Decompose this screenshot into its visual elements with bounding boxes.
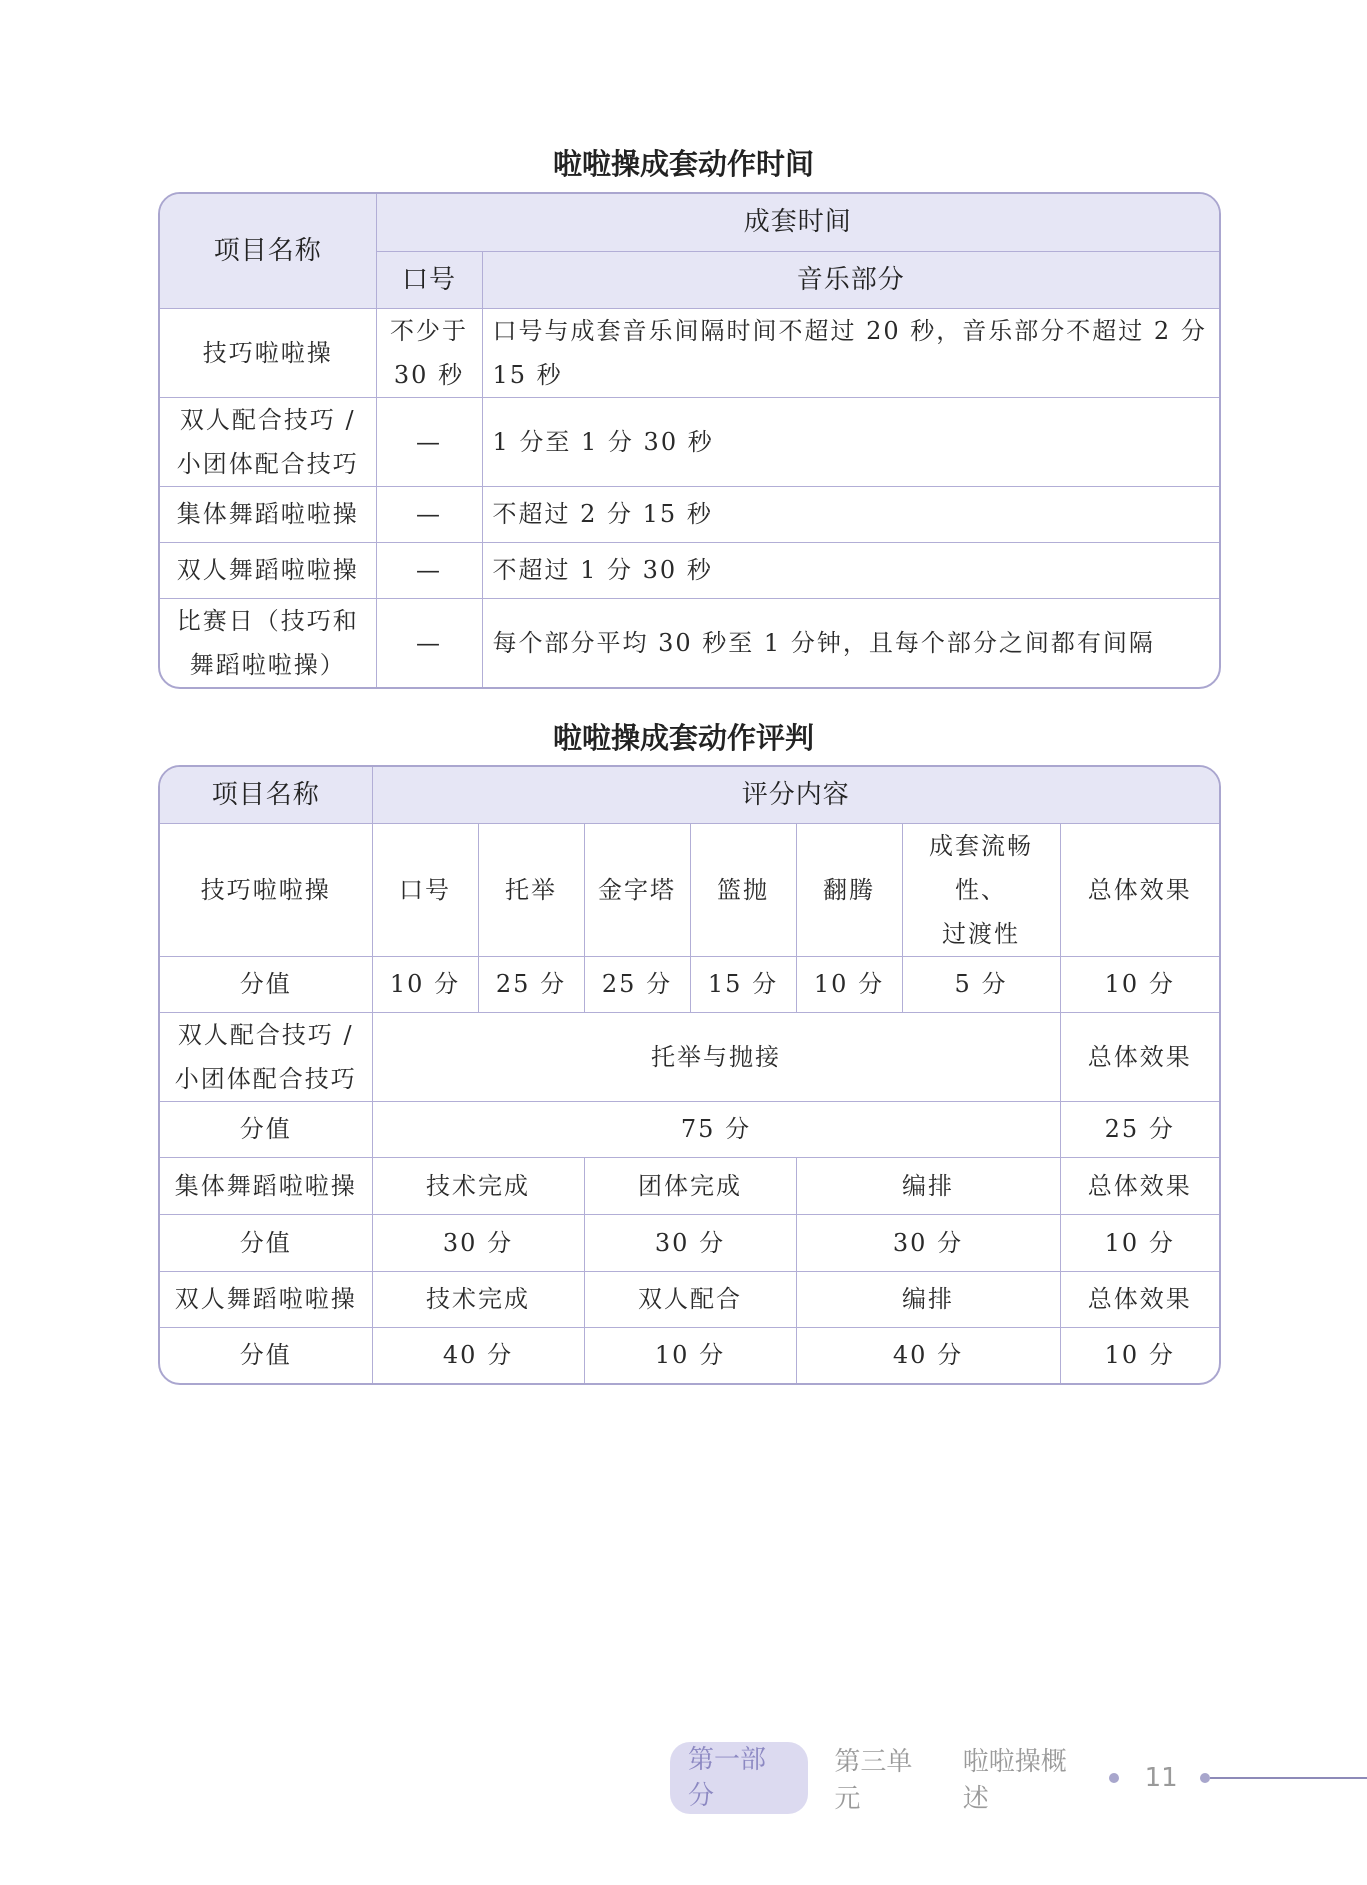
score-value: 10 分 (372, 956, 478, 1012)
score-item: 编排 (796, 1157, 1060, 1214)
score-value: 25 分 (478, 956, 584, 1012)
score-value: 75 分 (372, 1101, 1060, 1157)
score-item: 篮抛 (690, 823, 796, 956)
row-music: 口号与成套音乐间隔时间不超过 20 秒，音乐部分不超过 2 分 15 秒 (482, 308, 1219, 397)
score-item: 成套流畅性、 过渡性 (902, 823, 1060, 956)
score-value: 10 分 (1060, 956, 1219, 1012)
table-row (160, 823, 1219, 956)
footer-dot-icon (1109, 1773, 1119, 1783)
row-name: 技巧啦啦操 (160, 823, 372, 956)
score-item: 总体效果 (1060, 1012, 1219, 1101)
row-call: — (376, 486, 482, 542)
footer-dot-icon (1200, 1773, 1210, 1783)
row-music: 不超过 2 分 15 秒 (482, 486, 1219, 542)
footer-topic: 啦啦操概述 (962, 1747, 1067, 1814)
score-item: 总体效果 (1060, 823, 1219, 956)
score-item: 总体效果 (1060, 1157, 1219, 1214)
table-row (160, 308, 1219, 397)
score-label: 分值 (160, 1327, 372, 1383)
row-call: — (376, 598, 482, 687)
score-value: 10 分 (796, 956, 902, 1012)
table-row (160, 598, 1219, 687)
score-value: 10 分 (1060, 1214, 1219, 1271)
score-label: 分值 (160, 1101, 372, 1157)
score-item: 翻腾 (796, 823, 902, 956)
footer-part: 第一部分 (670, 1742, 808, 1814)
score-value: 25 分 (584, 956, 690, 1012)
table-row (160, 397, 1219, 486)
score-item: 托举与抛接 (372, 1012, 1060, 1101)
score-item: 总体效果 (1060, 1271, 1219, 1327)
footer-unit: 第三单元 (834, 1747, 913, 1814)
score-item: 托举 (478, 823, 584, 956)
score-item: 口号 (372, 823, 478, 956)
row-name: 双人舞蹈啦啦操 (160, 542, 376, 598)
score-value: 25 分 (1060, 1101, 1219, 1157)
score-value: 30 分 (372, 1214, 584, 1271)
table1 (158, 192, 1221, 689)
table-row (160, 1012, 1219, 1101)
table-row (160, 1214, 1219, 1271)
table-row (160, 956, 1219, 1012)
score-value: 30 分 (796, 1214, 1060, 1271)
score-label: 分值 (160, 1214, 372, 1271)
table-row (160, 1271, 1219, 1327)
table1-title: 啦啦操成套动作时间 (552, 147, 814, 181)
row-call: 不少于 30 秒 (376, 308, 482, 397)
row-music: 每个部分平均 30 秒至 1 分钟，且每个部分之间都有间隔 (482, 598, 1219, 687)
table-row (160, 486, 1219, 542)
score-item: 团体完成 (584, 1157, 796, 1214)
table2-title: 啦啦操成套动作评判 (552, 721, 814, 755)
table1-header-time: 成套时间 (376, 194, 1219, 251)
score-item: 技术完成 (372, 1157, 584, 1214)
score-value: 40 分 (796, 1327, 1060, 1383)
table1-header-call: 口号 (376, 251, 482, 308)
row-name: 集体舞蹈啦啦操 (160, 1157, 372, 1214)
table2-header-item: 项目名称 (160, 767, 372, 823)
table2 (158, 765, 1221, 1385)
score-value: 30 分 (584, 1214, 796, 1271)
row-name: 双人配合技巧 / 小团体配合技巧 (160, 397, 376, 486)
score-item: 双人配合 (584, 1271, 796, 1327)
footer-line (1210, 1777, 1367, 1779)
table1-header-item: 项目名称 (160, 194, 376, 308)
row-call: — (376, 542, 482, 598)
table-row (160, 1157, 1219, 1214)
row-music: 不超过 1 分 30 秒 (482, 542, 1219, 598)
table2-header-content: 评分内容 (372, 767, 1219, 823)
page-number: 11 (1144, 1763, 1178, 1793)
score-value: 40 分 (372, 1327, 584, 1383)
row-call: — (376, 397, 482, 486)
table1-header-music: 音乐部分 (482, 251, 1219, 308)
score-item: 编排 (796, 1271, 1060, 1327)
row-name: 技巧啦啦操 (160, 308, 376, 397)
score-value: 5 分 (902, 956, 1060, 1012)
table-row (160, 542, 1219, 598)
row-name: 双人配合技巧 / 小团体配合技巧 (160, 1012, 372, 1101)
table-row (160, 1327, 1219, 1383)
score-item: 金字塔 (584, 823, 690, 956)
row-name: 集体舞蹈啦啦操 (160, 486, 376, 542)
table-row (160, 1101, 1219, 1157)
page-footer (670, 1745, 1367, 1814)
row-name: 双人舞蹈啦啦操 (160, 1271, 372, 1327)
score-value: 10 分 (1060, 1327, 1219, 1383)
row-name: 比赛日（技巧和 舞蹈啦啦操） (160, 598, 376, 687)
score-value: 10 分 (584, 1327, 796, 1383)
row-music: 1 分至 1 分 30 秒 (482, 397, 1219, 486)
score-value: 15 分 (690, 956, 796, 1012)
score-item: 技术完成 (372, 1271, 584, 1327)
score-label: 分值 (160, 956, 372, 1012)
